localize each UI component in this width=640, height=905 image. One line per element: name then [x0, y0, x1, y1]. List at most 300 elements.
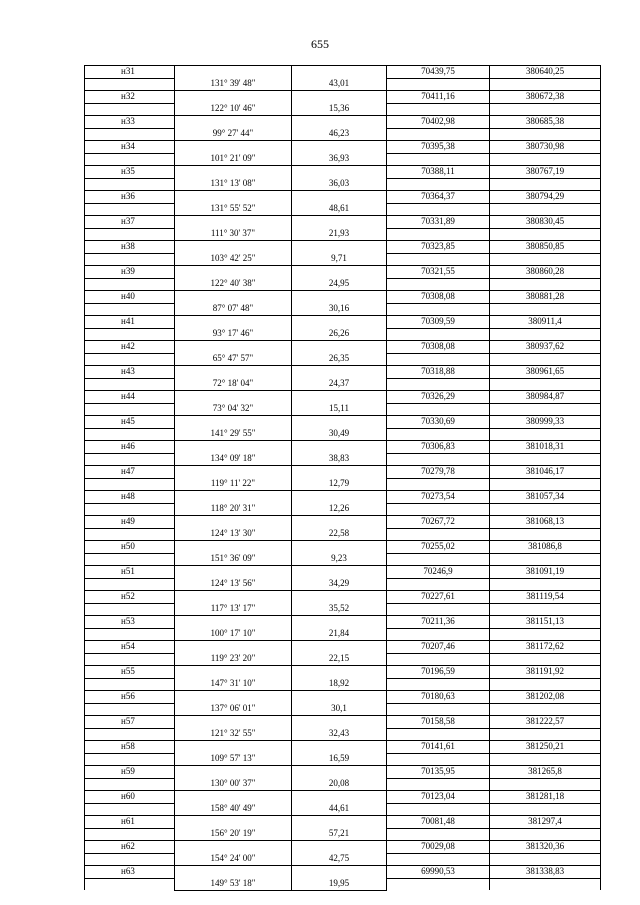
y-cell-empty — [490, 728, 601, 741]
point-cell-empty — [85, 203, 175, 216]
y-cell-empty — [490, 553, 601, 566]
point-name: н51 — [85, 566, 175, 579]
point-name: н44 — [85, 391, 175, 404]
point-cell-empty — [85, 103, 175, 116]
length-cell-empty — [292, 191, 387, 204]
y-cell-empty — [490, 528, 601, 541]
y-coordinate: 381057,34 — [490, 491, 601, 504]
length-cell-empty — [292, 441, 387, 454]
y-cell-empty — [490, 303, 601, 316]
table-row — [85, 203, 601, 216]
segment-length: 38,83 — [292, 453, 387, 466]
table-row — [85, 603, 601, 616]
table-row — [85, 166, 601, 179]
x-coordinate: 70180,63 — [387, 691, 490, 704]
table-row — [85, 116, 601, 129]
angle-cell-empty — [175, 141, 292, 154]
table-row — [85, 516, 601, 529]
length-cell-empty — [292, 216, 387, 229]
direction-angle: 124° 13' 56" — [175, 578, 292, 591]
length-cell-empty — [292, 791, 387, 804]
point-cell-empty — [85, 253, 175, 266]
y-coordinate: 381281,18 — [490, 791, 601, 804]
point-name: н41 — [85, 316, 175, 329]
y-cell-empty — [490, 428, 601, 441]
y-coordinate: 381250,21 — [490, 741, 601, 754]
x-coordinate: 70411,16 — [387, 91, 490, 104]
y-coordinate: 380911,4 — [490, 316, 601, 329]
y-cell-empty — [490, 753, 601, 766]
table-row — [85, 353, 601, 366]
table-row — [85, 278, 601, 291]
x-coordinate: 70081,48 — [387, 816, 490, 829]
table-row — [85, 441, 601, 454]
y-cell-empty — [490, 853, 601, 866]
point-name: н46 — [85, 441, 175, 454]
x-coordinate: 70439,75 — [387, 66, 490, 79]
x-coordinate: 70158,58 — [387, 716, 490, 729]
direction-angle: 93° 17' 46" — [175, 328, 292, 341]
point-name: н37 — [85, 216, 175, 229]
angle-cell-empty — [175, 116, 292, 129]
x-coordinate: 70395,38 — [387, 141, 490, 154]
segment-length: 48,61 — [292, 203, 387, 216]
y-coordinate: 381191,92 — [490, 666, 601, 679]
direction-angle: 149° 53' 18" — [175, 878, 292, 890]
table-row — [85, 216, 601, 229]
table-row — [85, 291, 601, 304]
direction-angle: 119° 11' 22" — [175, 478, 292, 491]
point-name: н32 — [85, 91, 175, 104]
direction-angle: 119° 23' 20" — [175, 653, 292, 666]
y-coordinate: 380881,28 — [490, 291, 601, 304]
point-cell-empty — [85, 303, 175, 316]
length-cell-empty — [292, 341, 387, 354]
x-cell-empty — [387, 503, 490, 516]
angle-cell-empty — [175, 666, 292, 679]
y-cell-empty — [490, 353, 601, 366]
x-cell-empty — [387, 353, 490, 366]
angle-cell-empty — [175, 566, 292, 579]
angle-cell-empty — [175, 691, 292, 704]
x-coordinate: 70323,85 — [387, 241, 490, 254]
table-row — [85, 128, 601, 141]
y-coordinate: 380672,38 — [490, 91, 601, 104]
length-cell-empty — [292, 366, 387, 379]
table-row — [85, 866, 601, 879]
length-cell-empty — [292, 241, 387, 254]
point-cell-empty — [85, 528, 175, 541]
length-cell-empty — [292, 491, 387, 504]
x-cell-empty — [387, 878, 490, 890]
point-name: н60 — [85, 791, 175, 804]
direction-angle: 73° 04' 32" — [175, 403, 292, 416]
point-cell-empty — [85, 178, 175, 191]
x-coordinate: 70308,08 — [387, 291, 490, 304]
segment-length: 34,29 — [292, 578, 387, 591]
x-coordinate: 70135,95 — [387, 766, 490, 779]
x-coordinate: 69990,53 — [387, 866, 490, 879]
x-coordinate: 70196,59 — [387, 666, 490, 679]
x-cell-empty — [387, 303, 490, 316]
y-cell-empty — [490, 478, 601, 491]
x-cell-empty — [387, 478, 490, 491]
x-coordinate: 70309,59 — [387, 316, 490, 329]
angle-cell-empty — [175, 766, 292, 779]
direction-angle: 158° 40' 49" — [175, 803, 292, 816]
direction-angle: 156° 20' 19" — [175, 828, 292, 841]
x-coordinate: 70306,83 — [387, 441, 490, 454]
point-name: н57 — [85, 716, 175, 729]
table-row — [85, 566, 601, 579]
x-coordinate: 70029,08 — [387, 841, 490, 854]
length-cell-empty — [292, 641, 387, 654]
y-cell-empty — [490, 128, 601, 141]
segment-length: 19,95 — [292, 878, 387, 890]
y-cell-empty — [490, 403, 601, 416]
table-row — [85, 628, 601, 641]
direction-angle: 121° 32' 55" — [175, 728, 292, 741]
x-cell-empty — [387, 253, 490, 266]
point-name: н61 — [85, 816, 175, 829]
table-row — [85, 878, 601, 890]
table-row — [85, 316, 601, 329]
table-row — [85, 478, 601, 491]
x-cell-empty — [387, 828, 490, 841]
y-coordinate: 380685,38 — [490, 116, 601, 129]
angle-cell-empty — [175, 166, 292, 179]
y-cell-empty — [490, 503, 601, 516]
segment-length: 16,59 — [292, 753, 387, 766]
angle-cell-empty — [175, 366, 292, 379]
y-cell-empty — [490, 878, 601, 890]
table-row — [85, 303, 601, 316]
segment-length: 26,26 — [292, 328, 387, 341]
y-cell-empty — [490, 703, 601, 716]
x-cell-empty — [387, 403, 490, 416]
length-cell-empty — [292, 816, 387, 829]
length-cell-empty — [292, 766, 387, 779]
x-cell-empty — [387, 178, 490, 191]
length-cell-empty — [292, 391, 387, 404]
angle-cell-empty — [175, 516, 292, 529]
segment-length: 30,1 — [292, 703, 387, 716]
angle-cell-empty — [175, 466, 292, 479]
x-cell-empty — [387, 553, 490, 566]
table-row — [85, 378, 601, 391]
x-cell-empty — [387, 578, 490, 591]
y-cell-empty — [490, 453, 601, 466]
point-cell-empty — [85, 78, 175, 91]
table-row — [85, 716, 601, 729]
segment-length: 21,84 — [292, 628, 387, 641]
table-row — [85, 141, 601, 154]
y-cell-empty — [490, 578, 601, 591]
x-cell-empty — [387, 378, 490, 391]
point-cell-empty — [85, 878, 175, 890]
y-cell-empty — [490, 778, 601, 791]
x-coordinate: 70318,88 — [387, 366, 490, 379]
table-row — [85, 816, 601, 829]
point-cell-empty — [85, 478, 175, 491]
x-cell-empty — [387, 78, 490, 91]
length-cell-empty — [292, 166, 387, 179]
x-cell-empty — [387, 453, 490, 466]
y-coordinate: 380730,98 — [490, 141, 601, 154]
direction-angle: 103° 42' 25" — [175, 253, 292, 266]
y-cell-empty — [490, 678, 601, 691]
angle-cell-empty — [175, 66, 292, 79]
segment-length: 12,26 — [292, 503, 387, 516]
direction-angle: 151° 36' 09" — [175, 553, 292, 566]
point-name: н54 — [85, 641, 175, 654]
direction-angle: 134° 09' 18" — [175, 453, 292, 466]
length-cell-empty — [292, 91, 387, 104]
point-cell-empty — [85, 703, 175, 716]
segment-length: 9,23 — [292, 553, 387, 566]
point-name: н33 — [85, 116, 175, 129]
y-coordinate: 381222,57 — [490, 716, 601, 729]
table-row — [85, 678, 601, 691]
table-row — [85, 841, 601, 854]
x-cell-empty — [387, 278, 490, 291]
length-cell-empty — [292, 66, 387, 79]
segment-length: 32,43 — [292, 728, 387, 741]
point-name: н50 — [85, 541, 175, 554]
y-coordinate: 381046,17 — [490, 466, 601, 479]
y-coordinate: 381018,31 — [490, 441, 601, 454]
direction-angle: 87° 07' 48" — [175, 303, 292, 316]
point-cell-empty — [85, 353, 175, 366]
angle-cell-empty — [175, 216, 292, 229]
length-cell-empty — [292, 516, 387, 529]
y-coordinate: 380860,28 — [490, 266, 601, 279]
segment-length: 24,95 — [292, 278, 387, 291]
point-cell-empty — [85, 453, 175, 466]
length-cell-empty — [292, 691, 387, 704]
segment-length: 30,49 — [292, 428, 387, 441]
point-name: н42 — [85, 341, 175, 354]
angle-cell-empty — [175, 491, 292, 504]
point-cell-empty — [85, 828, 175, 841]
table-row — [85, 853, 601, 866]
direction-angle: 141° 29' 55" — [175, 428, 292, 441]
point-name: н47 — [85, 466, 175, 479]
direction-angle: 100° 17' 10" — [175, 628, 292, 641]
segment-length: 15,11 — [292, 403, 387, 416]
angle-cell-empty — [175, 741, 292, 754]
x-cell-empty — [387, 528, 490, 541]
y-cell-empty — [490, 278, 601, 291]
table-row — [85, 741, 601, 754]
point-name: н53 — [85, 616, 175, 629]
x-cell-empty — [387, 103, 490, 116]
table-row — [85, 266, 601, 279]
point-cell-empty — [85, 853, 175, 866]
table-row — [85, 528, 601, 541]
point-cell-empty — [85, 378, 175, 391]
x-coordinate: 70330,69 — [387, 416, 490, 429]
table-row — [85, 703, 601, 716]
point-name: н63 — [85, 866, 175, 879]
segment-length: 15,36 — [292, 103, 387, 116]
segment-length: 22,58 — [292, 528, 387, 541]
table-row — [85, 591, 601, 604]
table-row — [85, 653, 601, 666]
angle-cell-empty — [175, 591, 292, 604]
table-row — [85, 391, 601, 404]
table-row — [85, 778, 601, 791]
direction-angle: 154° 24' 00" — [175, 853, 292, 866]
point-cell-empty — [85, 428, 175, 441]
y-coordinate: 380830,45 — [490, 216, 601, 229]
table-row — [85, 91, 601, 104]
segment-length: 57,21 — [292, 828, 387, 841]
y-cell-empty — [490, 328, 601, 341]
length-cell-empty — [292, 316, 387, 329]
length-cell-empty — [292, 866, 387, 879]
segment-length: 22,15 — [292, 653, 387, 666]
length-cell-empty — [292, 416, 387, 429]
y-coordinate: 381119,54 — [490, 591, 601, 604]
x-coordinate: 70141,61 — [387, 741, 490, 754]
y-cell-empty — [490, 103, 601, 116]
point-cell-empty — [85, 578, 175, 591]
segment-length: 20,08 — [292, 778, 387, 791]
x-cell-empty — [387, 703, 490, 716]
point-cell-empty — [85, 228, 175, 241]
x-cell-empty — [387, 853, 490, 866]
x-coordinate: 70402,98 — [387, 116, 490, 129]
table-row — [85, 416, 601, 429]
segment-length: 36,93 — [292, 153, 387, 166]
table-row — [85, 803, 601, 816]
y-cell-empty — [490, 803, 601, 816]
x-coordinate: 70255,02 — [387, 541, 490, 554]
angle-cell-empty — [175, 816, 292, 829]
point-name: н56 — [85, 691, 175, 704]
point-cell-empty — [85, 803, 175, 816]
direction-angle: 124° 13' 30" — [175, 528, 292, 541]
point-name: н55 — [85, 666, 175, 679]
direction-angle: 131° 55' 52" — [175, 203, 292, 216]
segment-length: 18,92 — [292, 678, 387, 691]
x-cell-empty — [387, 753, 490, 766]
segment-length: 42,75 — [292, 853, 387, 866]
table-row — [85, 466, 601, 479]
segment-length: 46,23 — [292, 128, 387, 141]
y-cell-empty — [490, 378, 601, 391]
x-cell-empty — [387, 778, 490, 791]
direction-angle: 118° 20' 31" — [175, 503, 292, 516]
point-cell-empty — [85, 753, 175, 766]
coordinates-table — [84, 65, 601, 891]
point-cell-empty — [85, 728, 175, 741]
table-row — [85, 453, 601, 466]
x-coordinate: 70123,04 — [387, 791, 490, 804]
y-coordinate: 381338,83 — [490, 866, 601, 879]
y-cell-empty — [490, 628, 601, 641]
table-row — [85, 403, 601, 416]
table-row — [85, 103, 601, 116]
y-coordinate: 380984,87 — [490, 391, 601, 404]
table-row — [85, 491, 601, 504]
table-row — [85, 553, 601, 566]
y-coordinate: 381320,36 — [490, 841, 601, 854]
direction-angle: 130° 00' 37" — [175, 778, 292, 791]
segment-length: 36,03 — [292, 178, 387, 191]
point-name: н52 — [85, 591, 175, 604]
segment-length: 24,37 — [292, 378, 387, 391]
table-row — [85, 641, 601, 654]
y-coordinate: 381202,08 — [490, 691, 601, 704]
y-cell-empty — [490, 228, 601, 241]
y-coordinate: 381172,62 — [490, 641, 601, 654]
table-row — [85, 753, 601, 766]
point-cell-empty — [85, 678, 175, 691]
y-coordinate: 380999,33 — [490, 416, 601, 429]
table-row — [85, 503, 601, 516]
table-row — [85, 241, 601, 254]
length-cell-empty — [292, 591, 387, 604]
direction-angle: 65° 47' 57" — [175, 353, 292, 366]
x-coordinate: 70211,36 — [387, 616, 490, 629]
x-cell-empty — [387, 328, 490, 341]
length-cell-empty — [292, 266, 387, 279]
table-row — [85, 828, 601, 841]
table-row — [85, 541, 601, 554]
angle-cell-empty — [175, 541, 292, 554]
direction-angle: 122° 10' 46" — [175, 103, 292, 116]
x-coordinate: 70207,46 — [387, 641, 490, 654]
x-coordinate: 70246,9 — [387, 566, 490, 579]
segment-length: 35,52 — [292, 603, 387, 616]
point-cell-empty — [85, 278, 175, 291]
table-row — [85, 366, 601, 379]
table-row — [85, 616, 601, 629]
y-coordinate: 381265,8 — [490, 766, 601, 779]
table-row — [85, 341, 601, 354]
direction-angle: 131° 39' 48" — [175, 78, 292, 91]
point-name: н36 — [85, 191, 175, 204]
point-cell-empty — [85, 628, 175, 641]
segment-length: 43,01 — [292, 78, 387, 91]
y-coordinate: 381068,13 — [490, 516, 601, 529]
x-coordinate: 70227,61 — [387, 591, 490, 604]
direction-angle: 122° 40' 38" — [175, 278, 292, 291]
point-name: н43 — [85, 366, 175, 379]
y-coordinate: 381151,13 — [490, 616, 601, 629]
length-cell-empty — [292, 616, 387, 629]
angle-cell-empty — [175, 316, 292, 329]
table-row — [85, 691, 601, 704]
table-row — [85, 666, 601, 679]
x-cell-empty — [387, 628, 490, 641]
y-cell-empty — [490, 653, 601, 666]
y-coordinate: 381086,8 — [490, 541, 601, 554]
x-coordinate: 70321,55 — [387, 266, 490, 279]
direction-angle: 99° 27' 44" — [175, 128, 292, 141]
segment-length: 44,61 — [292, 803, 387, 816]
y-cell-empty — [490, 828, 601, 841]
table-row — [85, 428, 601, 441]
x-cell-empty — [387, 653, 490, 666]
x-coordinate: 70308,08 — [387, 341, 490, 354]
angle-cell-empty — [175, 616, 292, 629]
length-cell-empty — [292, 716, 387, 729]
table-row — [85, 578, 601, 591]
segment-length: 30,16 — [292, 303, 387, 316]
